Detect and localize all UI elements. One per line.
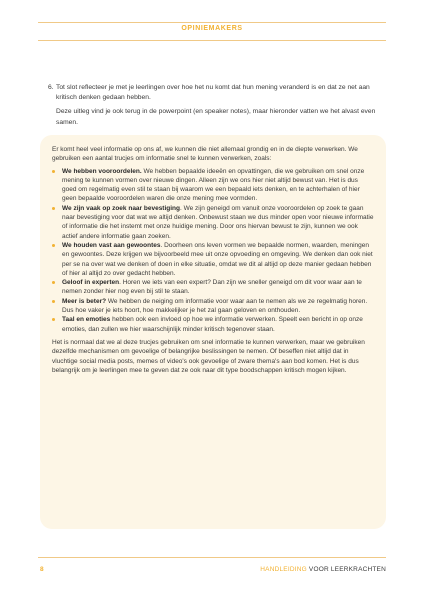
bullet-icon (52, 318, 55, 321)
box-intro: Er komt heel veel informatie op ons af, we kunnen die niet allemaal grondig en in de diepte verwerken. We gebruiken een aantal trucjes om informatie snel te kunnen verwerken, zoals: (52, 146, 358, 163)
list-item (52, 204, 374, 241)
bullet-icon (52, 170, 55, 173)
bullet-icon (52, 207, 55, 210)
item-text: We hebben de neiging om informatie voor waar aan te nemen als we ze regelmatig horen. Dus hoe vaker je iets hoort, hoe makkelijker je het zal gaan geloven en onthouden. (62, 297, 368, 315)
item-heading: We zijn vaak op zoek naar bevestiging (62, 204, 180, 212)
header-rule-bottom (38, 40, 386, 41)
item-text: We hebben bepaalde ideeën en opvattingen, die we gebruiken om snel onze mening te kunnen vormen over nieuwe dingen. Alleen zijn we ons hier niet altijd bewust van. Het is dus goed om regelmatig even stil te staan bij waarom we een bepaald iets denken, en te achterhalen of hier geen bepaalde vooroordelen waren die onze mening mee vormden. (62, 167, 365, 203)
item-heading: Taal en emoties (62, 316, 111, 324)
intro-section (48, 83, 380, 128)
step-text: Tot slot reflecteer je met je leerlingen over hoe het nu komt dat hun mening veranderd is en dat ze net aan kritisch denken gedaan hebben. (56, 84, 370, 102)
summary-box (40, 135, 386, 529)
header-rule (38, 22, 386, 23)
bullet-icon (52, 300, 55, 303)
tips-list (52, 167, 374, 334)
footer-title (260, 566, 386, 573)
item-text: hebben ook een invloed op hoe we informatie verwerken. Speelt een bericht in op onze emoties, dan zullen we hier waarschijnlijk minder kritisch tegenover staan. (62, 316, 363, 333)
list-item (52, 297, 374, 316)
item-heading: Meer is beter? (62, 297, 107, 305)
intro-step (48, 83, 380, 103)
item-heading: We hebben vooroordelen. (62, 167, 142, 175)
bullet-icon (52, 281, 55, 284)
header-title: OPINIEMAKERS (181, 25, 243, 32)
footer-rule (38, 557, 386, 558)
footer-title-dark: VOOR LEERKRACHTEN (308, 566, 386, 573)
step-number: 6. (48, 84, 54, 91)
item-heading: Geloof in experten (62, 279, 120, 287)
page-number: 8 (40, 566, 44, 573)
item-text: . Horen we iets van een expert? Dan zijn we sneller geneigd om dit voor waar aan te nemen zonder hier nog even bij stil te staan. (62, 279, 362, 296)
footer-title-light: HANDLEIDING (260, 566, 307, 573)
bullet-icon (52, 244, 55, 247)
list-item (52, 241, 374, 278)
item-text: . We zijn geneigd om vanuit onze vooroordelen op zoek te gaan naar bevestiging voor dat wat we altijd denken. Onbewust staan we dus minder open voor nieuwe informatie of informatie die het instemt met onze huidige mening. Door ons hiervan bewust te zijn, kunnen we ook actief andere informatie gaan zoeken. (62, 204, 374, 240)
intro-note: Deze uitleg vind je ook terug in de powerpoint (en speaker notes), maar hieronder vatten we het alvast even samen. (56, 108, 376, 126)
list-item (52, 315, 374, 334)
list-item (52, 167, 374, 204)
box-conclusion: Het is normaal dat we al deze trucjes gebruiken om snel informatie te kunnen verwerken, maar we gebruiken dezelfde mechanismen om gevoelige of belangrijke beslissingen te nemen. Of beseffen niet altijd dat in vluchtige social media posts, memes of video's ook gevoelige of zware thema's aan bod komen. Het is dus belangrijk om je leerlingen mee te geven dat ze ook naar dit type boodschappen kritisch mogen kijken. (52, 338, 365, 374)
item-text: . Doorheen ons leven vormen we bepaalde normen, waarden, meningen en gewoontes. Deze krijgen we bijvoorbeeld mee uit onze opvoeding en omgeving. We denken dan ook niet per se na over wat we denken of doen in elke situatie, omdat we dit al altijd op deze manier gedaan hebben of hier al altijd zo over gedacht hebben. (62, 241, 373, 277)
list-item (52, 278, 374, 297)
item-heading: We houden vast aan gewoontes (62, 241, 161, 249)
